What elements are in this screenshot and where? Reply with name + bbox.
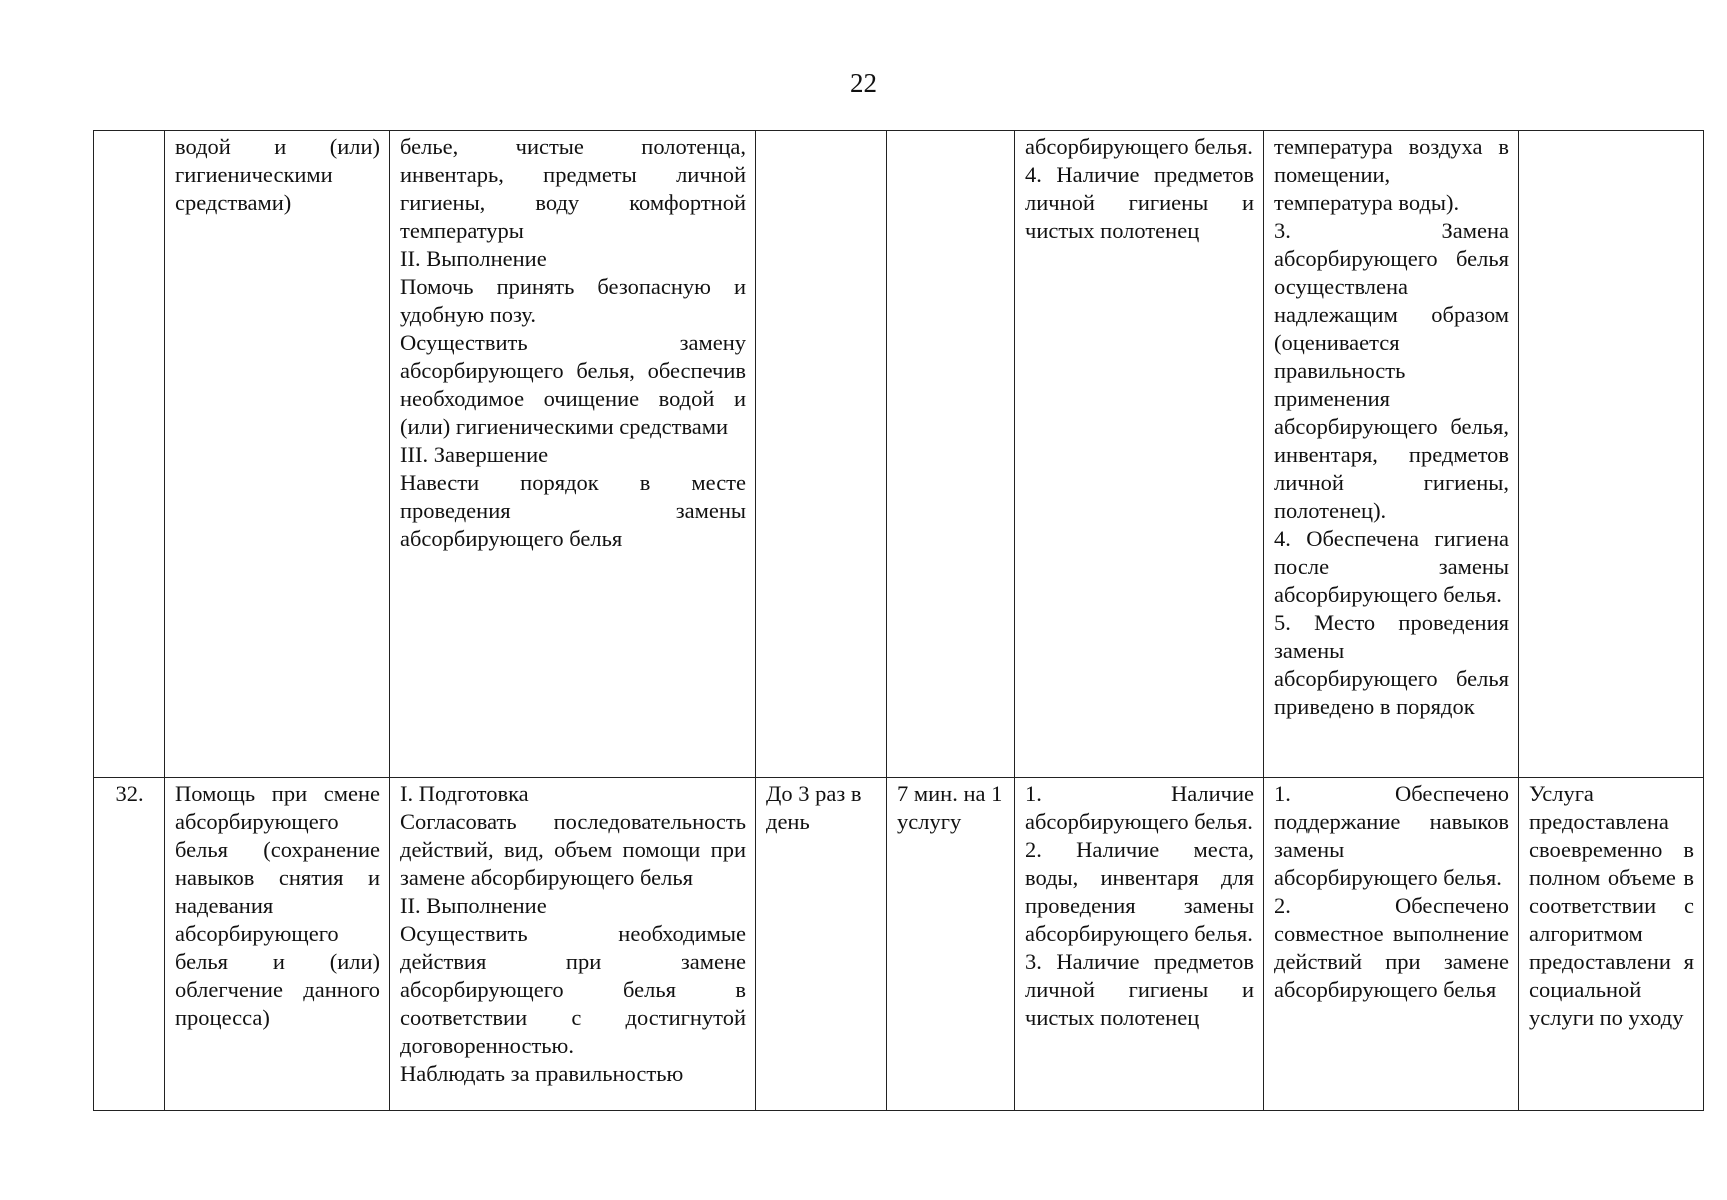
- result-cell: [1519, 131, 1704, 778]
- table-row: [94, 131, 1704, 778]
- page-number: 22: [850, 68, 877, 98]
- duration-cell: 7 мин. на 1 услугу: [887, 778, 1015, 1111]
- quality-indicators-cell: температура воздуха в помещении, температура воды). 3. Замена абсорбирующего белья осуществлена надлежащим образом (оценивается правильность применения абсорбирующего белья, инвентаря, предметов личной гигиены, полотенец). 4. Обеспечена гигиена после замены абсорбирующего белья. 5. Место проведения замены абсорбирующего белья приведено в порядок: [1264, 131, 1519, 778]
- conditions-cell: 1. Наличие абсорбирующего белья. 2. Наличие места, воды, инвентаря для проведения замены абсорбирующего белья. 3. Наличие предметов личной гигиены и чистых полотенец: [1015, 778, 1264, 1111]
- service-content-cell: I. Подготовка Согласовать последовательность действий, вид, объем помощи при замене абсорбирующего белья II. Выполнение Осуществить необходимые действия при замене абсорбирующего белья в соответствии с достигнутой договоренностью. Наблюдать за правильностью: [390, 778, 756, 1111]
- frequency-cell: До 3 раз в день: [756, 778, 887, 1111]
- frequency-cell: [756, 131, 887, 778]
- service-content-cell: белье, чистые полотенца, инвентарь, предметы личной гигиены, воду комфортной температуры II. Выполнение Помочь принять безопасную и удобную позу. Осуществить замену абсорбирующего белья, обеспечив необходимое очищение водой и (или) гигиеническими средствами III. Завершение Навести порядок в месте проведения замены абсорбирующего белья: [390, 131, 756, 778]
- conditions-cell: абсорбирующего белья. 4. Наличие предметов личной гигиены и чистых полотенец: [1015, 131, 1264, 778]
- services-table: [93, 130, 1704, 1111]
- row-number-cell: [94, 131, 165, 778]
- table-row: [94, 778, 1704, 1111]
- service-name-cell: водой и (или) гигиеническими средствами): [165, 131, 390, 778]
- duration-cell: [887, 131, 1015, 778]
- result-cell: Услуга предоставлена своевременно в полном объеме в соответствии с алгоритмом предоставлени я социальной услуги по уходу: [1519, 778, 1704, 1111]
- row-number-cell: 32.: [94, 778, 165, 1111]
- service-name-cell: Помощь при смене абсорбирующего белья (сохранение навыков снятия и надевания абсорбирующего белья и (или) облегчение данного процесса): [165, 778, 390, 1111]
- quality-indicators-cell: 1. Обеспечено поддержание навыков замены абсорбирующего белья. 2. Обеспечено совместное выполнение действий при замене абсорбирующего белья: [1264, 778, 1519, 1111]
